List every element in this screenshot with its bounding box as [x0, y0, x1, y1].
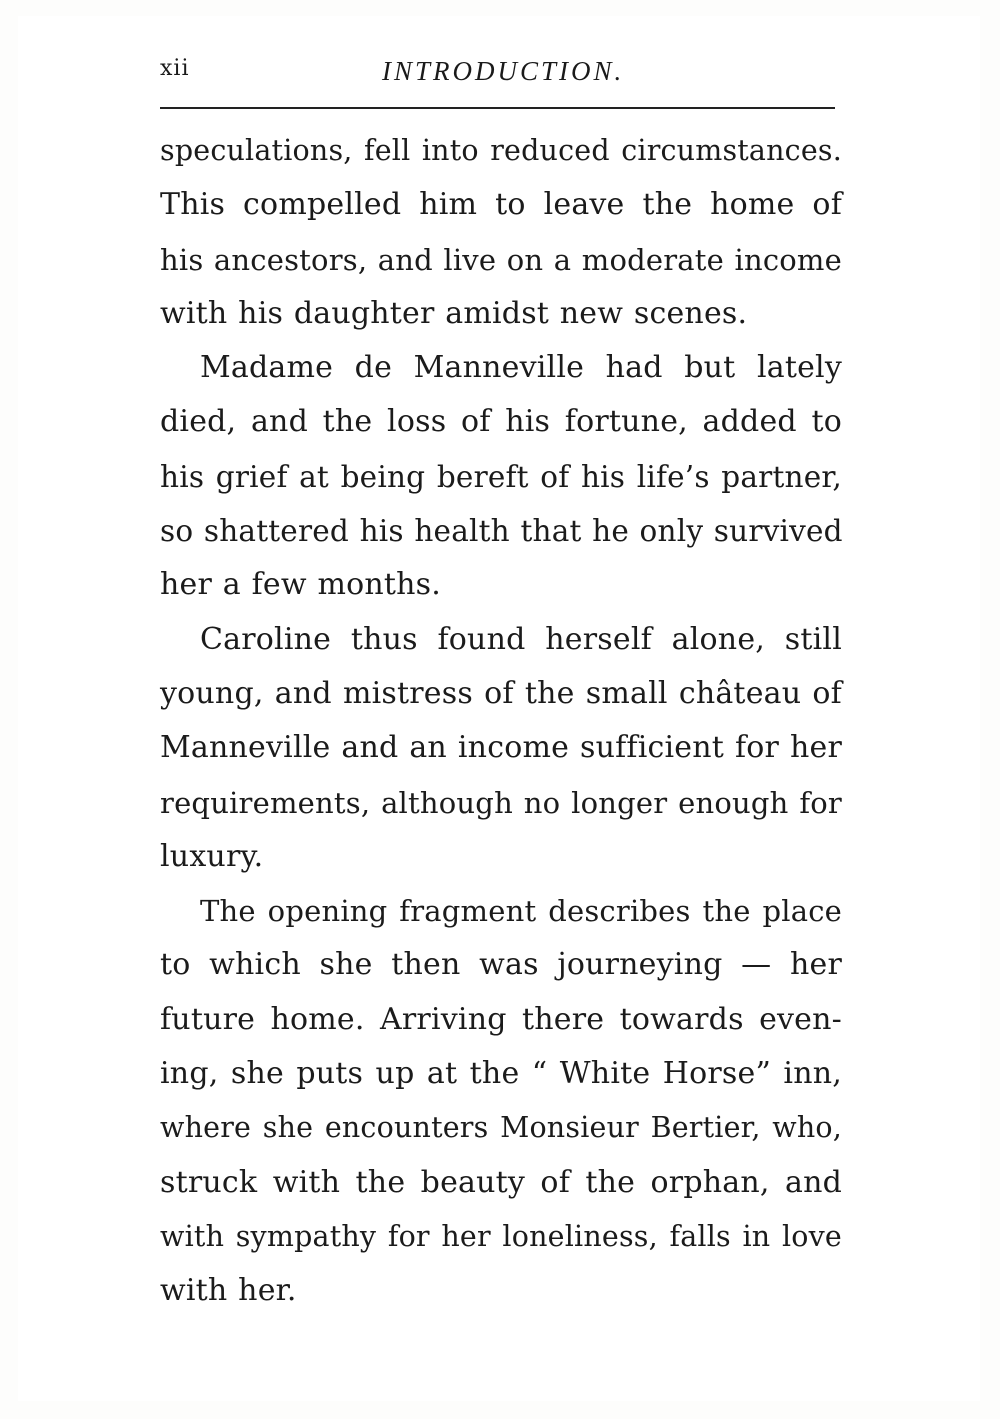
text-line: her a few months.: [160, 567, 441, 603]
text-line: future home. Arriving there towards even-: [160, 1001, 842, 1037]
paragraph-2: [160, 341, 842, 612]
text-line: his ancestors, and live on a moderate income: [160, 242, 842, 277]
header-rule: [160, 107, 835, 109]
text-line: struck with the beauty of the orphan, and: [160, 1164, 842, 1200]
text-line: This compelled him to leave the home of: [160, 187, 842, 223]
text-line: Caroline thus found herself alone, still: [200, 621, 842, 657]
text-line: to which she then was journeying — her: [160, 947, 842, 983]
text-line: ing, she puts up at the “ White Horse” inn,: [160, 1056, 842, 1092]
page-header: [160, 56, 837, 92]
text-line: young, and mistress of the small château of: [160, 675, 842, 711]
text-line: speculations, fell into reduced circumstances.: [160, 134, 842, 167]
text-line: The opening fragment describes the place: [200, 894, 842, 929]
page-number: xii: [160, 56, 190, 81]
paragraph-1: [160, 124, 842, 341]
text-line: where she encounters Monsieur Bertier, who,: [160, 1111, 842, 1145]
text-line: luxury.: [160, 838, 264, 874]
text-line: with his daughter amidst new scenes.: [160, 295, 748, 331]
text-line: so shattered his health that he only survived: [160, 514, 843, 549]
running-head: INTRODUCTION.: [382, 56, 625, 86]
text-line: requirements, although no longer enough for: [160, 785, 842, 820]
text-line: his grief at being bereft of his life’s partner,: [160, 459, 842, 494]
paragraph-3: [160, 613, 842, 884]
body-text: [160, 124, 842, 1319]
paragraph-4: [160, 884, 842, 1318]
text-line: with her.: [160, 1273, 297, 1309]
text-line: died, and the loss of his fortune, added to: [160, 404, 842, 440]
text-line: Manneville and an income sufficient for her: [160, 730, 842, 766]
text-line: with sympathy for her loneliness, falls in love: [160, 1219, 842, 1253]
text-line: Madame de Manneville had but lately: [200, 350, 842, 386]
